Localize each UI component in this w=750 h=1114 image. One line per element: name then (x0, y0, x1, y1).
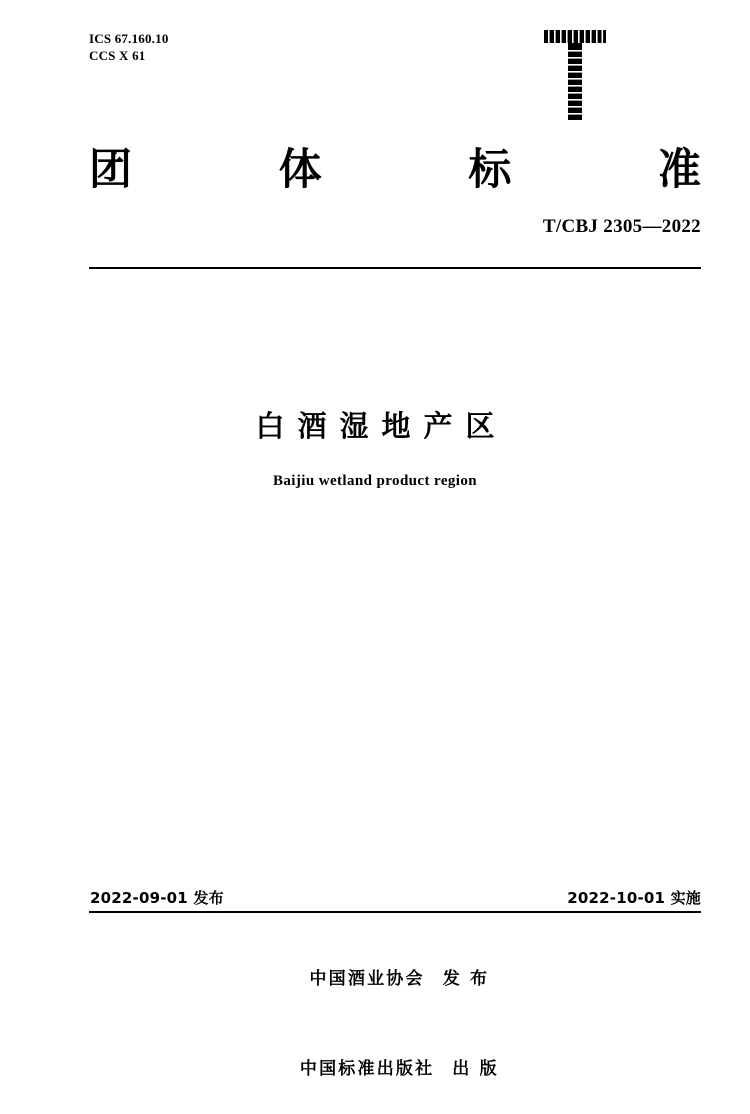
document-title-chinese: 白酒湿地产区 (255, 409, 508, 443)
publisher-press-action: 出 版 (452, 1059, 499, 1079)
publisher-association-action: 发 布 (442, 969, 490, 989)
heading-char-2: 体 (278, 145, 322, 195)
footer-divider (89, 911, 701, 913)
standard-type-heading (89, 140, 701, 200)
ics-classification-block (89, 30, 169, 64)
publisher-block (0, 934, 750, 1114)
tuanti-biaozhun-t-logo-icon (540, 28, 610, 120)
header-divider (89, 267, 701, 269)
heading-char-4: 准 (657, 145, 701, 195)
document-title-english: Baijiu wetland product region (273, 473, 477, 489)
ics-code: ICS 67.160.10 (89, 31, 169, 46)
publisher-press-name: 中国标准出版社 (299, 1059, 435, 1079)
heading-char-3: 标 (468, 145, 512, 195)
issue-date: 2022-09-01 发布 (90, 889, 224, 907)
heading-char-1: 团 (89, 145, 132, 195)
publisher-row-association (0, 934, 750, 1024)
publisher-row-press (0, 1024, 750, 1114)
implementation-date: 2022-10-01 实施 (567, 889, 701, 907)
ccs-code: CCS X 61 (89, 48, 146, 63)
publisher-association-name: 中国酒业协会 (309, 969, 425, 989)
standard-number: T/CBJ 2305—2022 (542, 216, 701, 237)
